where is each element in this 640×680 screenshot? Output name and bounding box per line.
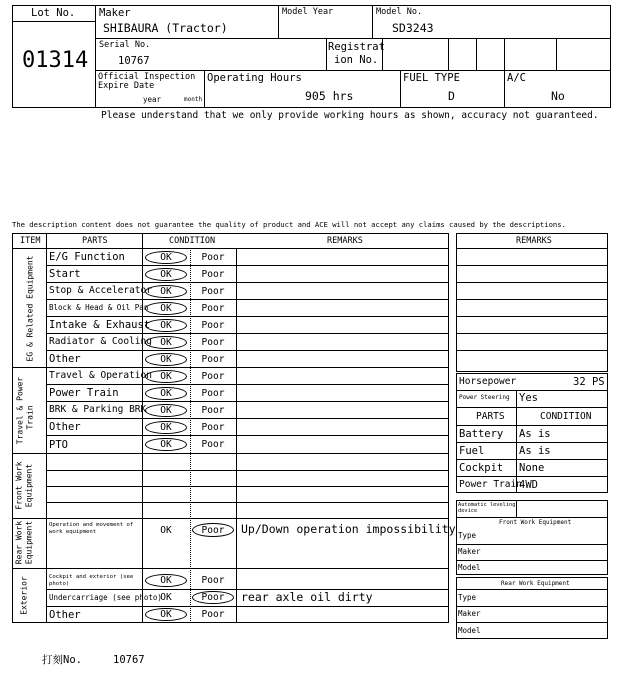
part-name: E/G Function bbox=[49, 251, 125, 263]
poor-label: Poor bbox=[201, 303, 225, 314]
divider bbox=[456, 476, 608, 477]
header-item: ITEM bbox=[20, 236, 41, 246]
ok-label: OK bbox=[160, 269, 172, 280]
hours-disclaimer: Please understand that we only provide working hours as shown, accuracy not guaranteed. bbox=[101, 110, 599, 121]
spec-part-label: Fuel bbox=[459, 445, 485, 457]
registration-label-line1: Registrat bbox=[328, 41, 385, 53]
header-remarks: REMARKS bbox=[327, 236, 363, 246]
description-disclaimer: The description content does not guarantee the quality of product and ACE will not accept any claims caused by the descriptions. bbox=[12, 220, 566, 229]
front-work-title: Front Work Equipment bbox=[499, 519, 572, 526]
poor-label: Poor bbox=[201, 609, 225, 620]
power-steering-label: Power Steering bbox=[459, 394, 510, 401]
divider bbox=[46, 282, 449, 283]
divider bbox=[46, 502, 449, 503]
divider bbox=[12, 453, 449, 454]
poor-label: Poor bbox=[201, 252, 225, 263]
power-steering-value: Yes bbox=[519, 392, 538, 404]
divider bbox=[448, 38, 449, 70]
spec-part-label: Cockpit bbox=[459, 462, 504, 474]
auto-level-label-line2: device bbox=[458, 508, 478, 514]
ok-label: OK bbox=[160, 303, 172, 314]
ok-label: OK bbox=[160, 388, 172, 399]
operating-hours-label: Operating Hours bbox=[207, 72, 302, 84]
model-no-label: Model No. bbox=[376, 7, 423, 17]
part-name: PTO bbox=[49, 439, 68, 451]
horsepower-value: 32 PS bbox=[573, 376, 605, 388]
divider bbox=[516, 500, 517, 517]
divider bbox=[46, 333, 449, 334]
lot-number: 01314 bbox=[22, 48, 89, 73]
poor-label: Poor bbox=[201, 388, 225, 399]
right-remarks-header: REMARKS bbox=[516, 236, 552, 246]
ok-label: OK bbox=[160, 439, 172, 450]
section-front-line1: Front Work bbox=[14, 461, 24, 510]
divider bbox=[476, 38, 477, 70]
divider bbox=[46, 401, 449, 402]
ok-label: OK bbox=[160, 405, 172, 416]
part-name: Undercarriage (see photo) bbox=[49, 593, 162, 602]
stamp-value: 10767 bbox=[113, 654, 145, 666]
divider bbox=[46, 265, 449, 266]
divider bbox=[456, 316, 608, 317]
divider bbox=[456, 622, 608, 623]
divider bbox=[400, 70, 401, 108]
serial-value: 10767 bbox=[118, 55, 150, 67]
ac-label: A/C bbox=[507, 72, 526, 84]
part-name: BRK & Parking BRK bbox=[49, 404, 147, 415]
spec-part-value: 4WD bbox=[519, 479, 538, 491]
front-maker-label: Maker bbox=[458, 547, 481, 556]
maker-value: SHIBAURA (Tractor) bbox=[103, 21, 228, 35]
divider bbox=[516, 407, 517, 425]
divider bbox=[372, 5, 373, 38]
poor-label: Poor bbox=[201, 422, 225, 433]
poor-label: Poor bbox=[201, 320, 225, 331]
lot-label: Lot No. bbox=[31, 7, 76, 19]
rear-work-title: Rear Work Equipment bbox=[501, 580, 570, 587]
divider bbox=[456, 350, 608, 351]
ok-label: OK bbox=[160, 609, 172, 620]
divider bbox=[456, 407, 608, 408]
poor-label: Poor bbox=[201, 371, 225, 382]
maker-label: Maker bbox=[99, 7, 131, 19]
ok-label: OK bbox=[160, 286, 172, 297]
divider bbox=[456, 390, 608, 391]
divider bbox=[456, 442, 608, 443]
serial-label: Serial No. bbox=[99, 40, 151, 50]
inspection-label-line2: Expire Date bbox=[98, 81, 155, 91]
divider bbox=[456, 282, 608, 283]
part-name: Other bbox=[49, 421, 81, 433]
divider bbox=[278, 5, 279, 38]
divider bbox=[12, 21, 95, 22]
divider bbox=[456, 459, 608, 460]
divider bbox=[46, 606, 449, 607]
part-name: Stop & Accelerator bbox=[49, 285, 152, 296]
part-name: Block & Head & Oil Pan bbox=[49, 303, 149, 312]
divider bbox=[12, 568, 449, 569]
divider bbox=[12, 518, 449, 519]
divider bbox=[204, 70, 205, 108]
section-travel-line1: Travel & Power bbox=[15, 376, 25, 445]
ok-label: OK bbox=[160, 592, 172, 603]
spec-part-value: None bbox=[519, 462, 545, 474]
divider bbox=[46, 435, 449, 436]
remark-text: Up/Down operation impossibility bbox=[241, 522, 456, 536]
spec-part-label: Battery bbox=[459, 428, 504, 440]
part-name: Start bbox=[49, 268, 81, 280]
remark-text: rear axle oil dirty bbox=[241, 590, 373, 604]
model-year-label: Model Year bbox=[282, 7, 334, 17]
section-rear-line1: Rear Work bbox=[14, 520, 24, 565]
divider bbox=[456, 606, 608, 607]
part-name: Power Train bbox=[49, 387, 119, 399]
ok-label: OK bbox=[160, 337, 172, 348]
divider bbox=[504, 38, 505, 70]
ok-label: OK bbox=[160, 354, 172, 365]
poor-label: Poor bbox=[201, 592, 225, 603]
auto-level-label-line1: Automatic leveling bbox=[458, 502, 516, 508]
divider bbox=[46, 233, 47, 623]
ac-value: No bbox=[551, 89, 565, 103]
part-name: Operation and movement of work equipment bbox=[49, 522, 134, 535]
divider bbox=[46, 486, 449, 487]
header-condition: CONDITION bbox=[169, 236, 216, 246]
divider bbox=[12, 248, 449, 249]
ok-label: OK bbox=[160, 252, 172, 263]
front-model-label: Model bbox=[458, 563, 481, 572]
poor-label: Poor bbox=[201, 405, 225, 416]
ok-label: OK bbox=[160, 575, 172, 586]
part-name: Cockpit and exterior (see photo) bbox=[49, 574, 134, 587]
part-name: Intake & Exhaust bbox=[49, 319, 151, 331]
rear-maker-label: Maker bbox=[458, 609, 481, 618]
section-exterior: Exterior bbox=[19, 576, 29, 615]
ok-label: OK bbox=[160, 525, 172, 536]
ok-label: OK bbox=[160, 320, 172, 331]
section-travel-line2: Train bbox=[25, 405, 35, 430]
divider bbox=[456, 517, 608, 518]
condition-label: CONDITION bbox=[540, 411, 592, 422]
divider bbox=[46, 384, 449, 385]
header-parts: PARTS bbox=[82, 236, 108, 246]
part-name: Travel & Operation bbox=[49, 370, 152, 381]
spec-part-value: As is bbox=[519, 428, 551, 440]
poor-label: Poor bbox=[201, 354, 225, 365]
month-label: month bbox=[184, 96, 203, 103]
divider bbox=[516, 390, 517, 407]
divider bbox=[95, 38, 611, 39]
model-no-value: SD3243 bbox=[392, 21, 434, 35]
section-eg: EG & Related Equipment bbox=[25, 255, 35, 362]
year-label: year bbox=[143, 95, 162, 104]
divider bbox=[456, 589, 608, 590]
fuel-type-value: D bbox=[448, 89, 455, 103]
ok-label: OK bbox=[160, 422, 172, 433]
rear-type-label: Type bbox=[458, 593, 477, 602]
divider bbox=[46, 299, 449, 300]
inspection-label-line1: Official Inspection bbox=[98, 72, 196, 82]
horsepower-label: Horsepower bbox=[459, 376, 517, 387]
divider bbox=[456, 265, 608, 266]
divider bbox=[46, 350, 449, 351]
remarks-frame bbox=[456, 233, 608, 372]
section-front-line2: Equipment bbox=[24, 463, 34, 508]
part-name: Other bbox=[49, 353, 81, 365]
divider bbox=[556, 38, 557, 70]
divider bbox=[456, 560, 608, 561]
rear-model-label: Model bbox=[458, 626, 481, 635]
divider bbox=[456, 333, 608, 334]
parts-label: PARTS bbox=[476, 411, 505, 422]
divider bbox=[46, 316, 449, 317]
spec-part-label: Power Train bbox=[459, 479, 522, 490]
poor-label: Poor bbox=[201, 337, 225, 348]
section-rear-line2: Equipment bbox=[24, 520, 34, 565]
poor-label: Poor bbox=[201, 269, 225, 280]
divider bbox=[456, 425, 608, 426]
poor-label: Poor bbox=[201, 286, 225, 297]
divider bbox=[95, 5, 96, 108]
front-type-label: Type bbox=[458, 531, 477, 540]
part-name: Other bbox=[49, 609, 81, 621]
stamp-label: 打刻No. bbox=[42, 654, 82, 666]
poor-label: Poor bbox=[201, 575, 225, 586]
fuel-type-label: FUEL TYPE bbox=[403, 72, 460, 84]
divider bbox=[456, 299, 608, 300]
poor-label: Poor bbox=[201, 525, 225, 536]
part-name: Radiator & Cooling bbox=[49, 336, 152, 347]
divider bbox=[456, 544, 608, 545]
divider bbox=[46, 470, 449, 471]
divider bbox=[504, 70, 505, 108]
spec-part-value: As is bbox=[519, 445, 551, 457]
ok-label: OK bbox=[160, 371, 172, 382]
divider bbox=[46, 418, 449, 419]
poor-label: Poor bbox=[201, 439, 225, 450]
divider bbox=[95, 70, 611, 71]
divider bbox=[326, 38, 327, 70]
divider bbox=[12, 367, 449, 368]
registration-label-line2: ion No. bbox=[334, 54, 379, 66]
divider bbox=[456, 248, 608, 249]
operating-hours-value: 905 hrs bbox=[305, 89, 354, 103]
